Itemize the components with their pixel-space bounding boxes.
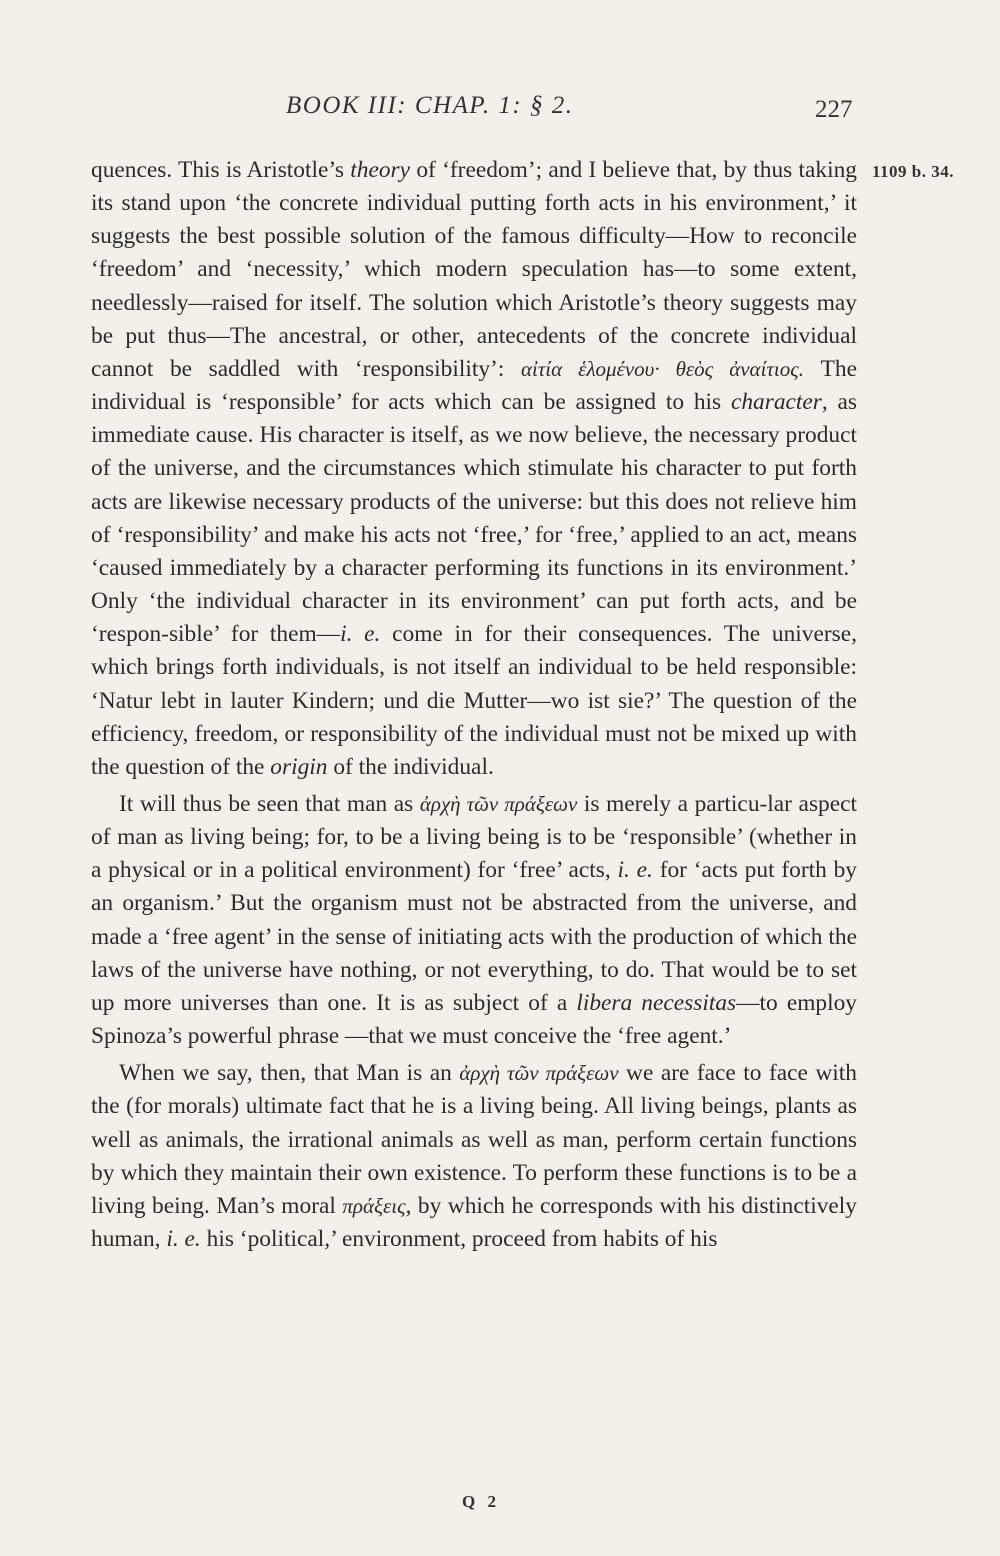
text-run: , by which he corresponds with his distinctively human, bbox=[91, 1192, 857, 1252]
italic-text: theory bbox=[350, 157, 411, 183]
margin-reference-note: 1109 b. 34. bbox=[872, 162, 955, 181]
greek-quotation: ἀρχὴ τῶν πράξεων bbox=[459, 1061, 619, 1086]
text-run: quences. This is Aristotle’s bbox=[91, 157, 351, 183]
greek-quotation: αἰτία ἑλομένου· θεὸς ἀναίτιος. bbox=[520, 356, 805, 381]
text-run: It will thus be seen that man as bbox=[119, 790, 420, 817]
text-run: his ‘political,’ environment, proceed from habits of his bbox=[200, 1226, 718, 1252]
greek-quotation: ἀρχὴ τῶν πράξεων bbox=[419, 791, 578, 816]
italic-text: character bbox=[730, 389, 822, 416]
text-run: of ‘freedom’; and I believe that, by thus taking its stand upon ‘the concrete individual putting forth acts in his environment,’ it suggests the best possible solution of the famous difficulty—How to reconcile ‘freedom’ and ‘necessity,’ which modern speculation has—to some extent, needlessly—raised for itself. The solution which Aristotle’s theory suggests may be put thus—The ancestral, or other, antecedents of the concrete individual cannot be saddled with ‘responsibility’: bbox=[91, 157, 857, 382]
page-number: 227 bbox=[815, 96, 853, 123]
text-run: we are face to face with the (for morals) ultimate fact that he is a living being. All living beings, plants as well as animals, the irrational animals as well as man, perform certain functions by which they maintain their own existence. To perform these functions is to be a living being. Man’s moral bbox=[91, 1060, 857, 1219]
text-run: of the individual. bbox=[327, 753, 494, 780]
italic-text: i. e. bbox=[166, 1226, 201, 1252]
italic-text: origin bbox=[270, 753, 328, 780]
italic-text: libera necessitas bbox=[576, 989, 737, 1016]
text-run: , as immediate cause. His character is itself, as we now believe, the necessary product of the universe, and the circumstances which stimulate his character to put forth acts are likewise necessary products of the universe: but this does not relieve him of ‘responsibility’ and make his acts not ‘free,’ for ‘free,’ applied to an act, means ‘caused immediately by a character performing its functions in its environment.’ Only ‘the individual character in its environment’ can put forth acts, and be ‘respon-sible’ for them— bbox=[91, 389, 857, 648]
running-title: BOOK III: CHAP. 1: § 2. bbox=[286, 92, 574, 119]
italic-text: i. e. bbox=[340, 621, 381, 648]
paragraph bbox=[91, 788, 857, 1053]
signature-mark: Q 2 bbox=[462, 1492, 500, 1511]
paragraph bbox=[91, 154, 857, 784]
paragraph bbox=[91, 1057, 857, 1256]
text-run: come in for their consequences. The universe, which brings forth individuals, is not itself an individual to be held responsible: ‘Natur lebt in lauter Kindern; und die Mutter—wo ist sie?’ The question of the efficiency, freedom, or responsibility of the individual must not be mixed up with the question of the bbox=[91, 621, 857, 780]
text-run: is merely a particu-lar aspect of man as living being; for, to be a living being is to be ‘responsible’ (whether in a physical or in a political environment) for ‘free’ acts, bbox=[91, 790, 857, 884]
text-run: —to employ Spinoza’s powerful phrase —that we must conceive the ‘free agent.’ bbox=[91, 989, 858, 1050]
greek-quotation: πράξεις bbox=[342, 1193, 406, 1218]
text-run: for ‘acts put forth by an organism.’ But the organism must not be abstracted from the universe, and made a ‘free agent’ in the sense of initiating acts with the production of which the laws of the universe have nothing, or not everything, to do. That would be to set up more universes than one. It is as subject of a bbox=[91, 857, 857, 1016]
italic-text: i. e. bbox=[617, 857, 653, 884]
text-run: When we say, then, that Man is an bbox=[119, 1060, 460, 1087]
text-run: The individual is ‘responsible’ for acts which can be assigned to his bbox=[91, 355, 858, 416]
body-text bbox=[91, 154, 857, 1256]
